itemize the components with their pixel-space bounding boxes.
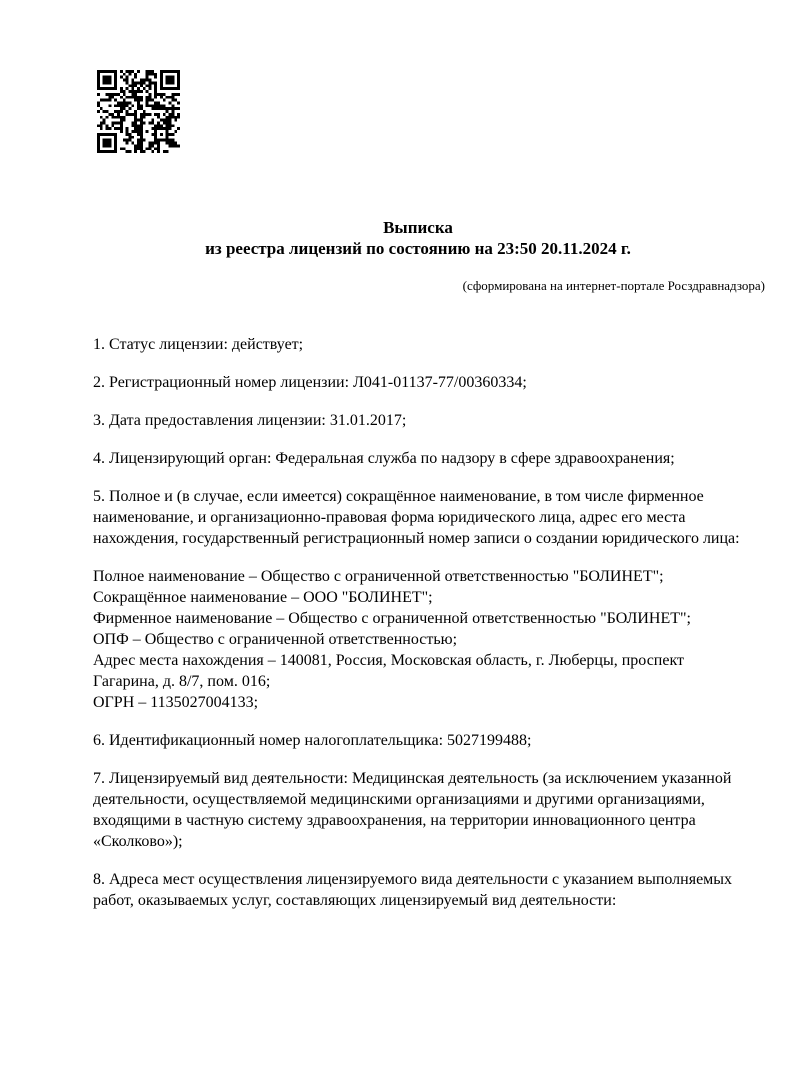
- item-4-licensing-authority: 4. Лицензирующий орган: Федеральная служба по надзору в сфере здравоохранения;: [93, 450, 675, 467]
- formation-note: (сформирована на интернет-портале Росздравнадзора): [462, 278, 765, 293]
- item-2-registration-number: 2. Регистрационный номер лицензии: Л041-01137-77/00360334;: [93, 374, 527, 391]
- org-legal-form: ОПФ – Общество с ограниченной ответственностью;: [93, 631, 458, 648]
- document-content: [93, 0, 765, 928]
- item-7-licensed-activity: 7. Лицензируемый вид деятельности: Медицинская деятельность (за исключением указанной деятельности, осуществляемой медицинскими организациями и другими организациями, входящими в частную систему здравоохранения, на территории инновационного центра «Сколково»);: [93, 770, 732, 850]
- item-6-taxpayer-number: 6. Идентификационный номер налогоплательщика: 5027199488;: [93, 732, 532, 749]
- item-1-license-status: 1. Статус лицензии: действует;: [93, 336, 304, 353]
- title-line-1: Выписка: [383, 218, 453, 237]
- org-details-block: [93, 566, 743, 713]
- item-5-names-intro: 5. Полное и (в случае, если имеется) сокращённое наименование, в том числе фирменное наименование, и организационно-правовая форма юридического лица, адрес его места нахождения, государственный регистрационный номер записи о создании юридического лица:: [93, 488, 740, 547]
- item-8-activity-addresses: 8. Адреса мест осуществления лицензируемого вида деятельности с указанием выполняемых работ, оказываемых услуг, составляющих лицензируемый вид деятельности:: [93, 871, 733, 909]
- document-body: [93, 334, 743, 911]
- org-full-name: Полное наименование – Общество с ограниченной ответственностью "БОЛИНЕТ";: [93, 568, 664, 585]
- title-line-2: из реестра лицензий по состоянию на 23:50 20.11.2024 г.: [205, 239, 631, 258]
- document-title: [93, 217, 743, 259]
- org-brand-name: Фирменное наименование – Общество с ограниченной ответственностью "БОЛИНЕТ";: [93, 610, 691, 627]
- org-address: Адрес места нахождения – 140081, Россия, Московская область, г. Люберцы, проспект Гагарина, д. 8/7, пом. 016;: [93, 652, 685, 690]
- org-ogrn: ОГРН – 1135027004133;: [93, 694, 259, 711]
- org-short-name: Сокращённое наименование – ООО "БОЛИНЕТ";: [93, 589, 433, 606]
- item-3-grant-date: 3. Дата предоставления лицензии: 31.01.2017;: [93, 412, 407, 429]
